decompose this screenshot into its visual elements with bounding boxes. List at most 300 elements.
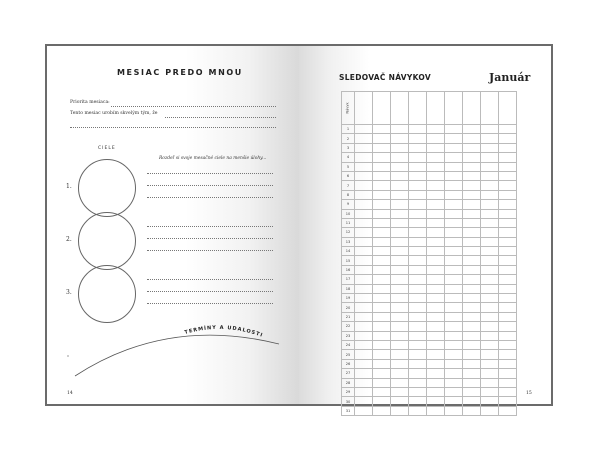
habit-check-cell[interactable] bbox=[391, 190, 409, 199]
habit-check-cell[interactable] bbox=[481, 200, 499, 209]
habit-check-cell[interactable] bbox=[355, 350, 373, 359]
habit-check-cell[interactable] bbox=[427, 162, 445, 171]
habit-check-cell[interactable] bbox=[427, 284, 445, 293]
habit-check-cell[interactable] bbox=[427, 369, 445, 378]
habit-name-cell[interactable] bbox=[391, 92, 409, 125]
habit-check-cell[interactable] bbox=[481, 359, 499, 368]
habit-check-cell[interactable] bbox=[463, 406, 481, 415]
habit-check-cell[interactable] bbox=[355, 369, 373, 378]
habit-check-cell[interactable] bbox=[481, 322, 499, 331]
habit-check-cell[interactable] bbox=[355, 181, 373, 190]
habit-check-cell[interactable] bbox=[445, 331, 463, 340]
habit-name-cell[interactable] bbox=[499, 92, 517, 125]
habit-name-cell[interactable] bbox=[355, 92, 373, 125]
habit-check-cell[interactable] bbox=[355, 153, 373, 162]
day-row bbox=[342, 171, 517, 180]
habit-check-cell[interactable] bbox=[499, 284, 517, 293]
habit-check-cell[interactable] bbox=[445, 218, 463, 227]
habit-check-cell[interactable] bbox=[391, 162, 409, 171]
habit-check-cell[interactable] bbox=[445, 397, 463, 406]
habit-check-cell[interactable] bbox=[373, 209, 391, 218]
habit-check-cell[interactable] bbox=[373, 200, 391, 209]
habit-check-cell[interactable] bbox=[373, 134, 391, 143]
habit-check-cell[interactable] bbox=[481, 247, 499, 256]
habit-check-cell[interactable] bbox=[409, 256, 427, 265]
habit-check-cell[interactable] bbox=[391, 369, 409, 378]
habit-check-cell[interactable] bbox=[499, 265, 517, 274]
habit-check-cell[interactable] bbox=[355, 340, 373, 349]
habit-check-cell[interactable] bbox=[355, 303, 373, 312]
habit-name-cell[interactable] bbox=[481, 92, 499, 125]
habit-check-cell[interactable] bbox=[445, 312, 463, 321]
habit-check-cell[interactable] bbox=[409, 397, 427, 406]
habit-check-cell[interactable] bbox=[355, 228, 373, 237]
habit-check-cell[interactable] bbox=[481, 303, 499, 312]
habit-check-cell[interactable] bbox=[391, 256, 409, 265]
habit-check-cell[interactable] bbox=[445, 294, 463, 303]
habit-name-cell[interactable] bbox=[373, 92, 391, 125]
habit-check-cell[interactable] bbox=[481, 171, 499, 180]
habit-check-cell[interactable] bbox=[499, 218, 517, 227]
day-row bbox=[342, 162, 517, 171]
habit-check-cell[interactable] bbox=[409, 171, 427, 180]
habit-check-cell[interactable] bbox=[427, 256, 445, 265]
habit-check-cell[interactable] bbox=[445, 350, 463, 359]
day-number: 7 bbox=[342, 181, 355, 190]
habit-check-cell[interactable] bbox=[445, 303, 463, 312]
habit-check-cell[interactable] bbox=[409, 134, 427, 143]
habit-check-cell[interactable] bbox=[499, 171, 517, 180]
habit-check-cell[interactable] bbox=[463, 209, 481, 218]
habit-check-cell[interactable] bbox=[373, 331, 391, 340]
habit-check-cell[interactable] bbox=[463, 350, 481, 359]
habit-check-cell[interactable] bbox=[427, 125, 445, 134]
habit-check-cell[interactable] bbox=[427, 378, 445, 387]
habit-check-cell[interactable] bbox=[481, 340, 499, 349]
habit-check-cell[interactable] bbox=[355, 190, 373, 199]
habit-check-cell[interactable] bbox=[409, 350, 427, 359]
habit-check-cell[interactable] bbox=[499, 340, 517, 349]
habit-check-cell[interactable] bbox=[391, 294, 409, 303]
habit-check-cell[interactable] bbox=[499, 237, 517, 246]
habit-check-cell[interactable] bbox=[445, 256, 463, 265]
habit-check-cell[interactable] bbox=[373, 143, 391, 152]
habit-check-cell[interactable] bbox=[445, 134, 463, 143]
habit-check-cell[interactable] bbox=[427, 218, 445, 227]
habit-check-cell[interactable] bbox=[481, 162, 499, 171]
habit-check-cell[interactable] bbox=[463, 312, 481, 321]
habit-check-cell[interactable] bbox=[499, 350, 517, 359]
habit-check-cell[interactable] bbox=[391, 331, 409, 340]
habit-check-cell[interactable] bbox=[373, 256, 391, 265]
habit-check-cell[interactable] bbox=[481, 406, 499, 415]
goals-note: Rozdeľ si svoje mesačné ciele na menšie úlohy... bbox=[159, 156, 267, 161]
habit-check-cell[interactable] bbox=[463, 359, 481, 368]
habit-check-cell[interactable] bbox=[481, 294, 499, 303]
habit-check-cell[interactable] bbox=[499, 228, 517, 237]
habit-check-cell[interactable] bbox=[445, 153, 463, 162]
habit-check-cell[interactable] bbox=[463, 143, 481, 152]
habit-check-cell[interactable] bbox=[391, 153, 409, 162]
habit-check-cell[interactable] bbox=[481, 350, 499, 359]
habit-check-cell[interactable] bbox=[463, 265, 481, 274]
habit-check-cell[interactable] bbox=[481, 397, 499, 406]
habit-check-cell[interactable] bbox=[463, 237, 481, 246]
day-number: 1 bbox=[342, 125, 355, 134]
habit-check-cell[interactable] bbox=[391, 387, 409, 396]
habit-check-cell[interactable] bbox=[463, 369, 481, 378]
habit-check-cell[interactable] bbox=[499, 275, 517, 284]
habit-check-cell[interactable] bbox=[373, 378, 391, 387]
habit-check-cell[interactable] bbox=[427, 331, 445, 340]
habit-check-cell[interactable] bbox=[373, 294, 391, 303]
habit-check-cell[interactable] bbox=[409, 369, 427, 378]
habit-check-cell[interactable] bbox=[409, 237, 427, 246]
habit-check-cell[interactable] bbox=[481, 369, 499, 378]
habit-check-cell[interactable] bbox=[463, 284, 481, 293]
habit-check-cell[interactable] bbox=[445, 322, 463, 331]
habit-check-cell[interactable] bbox=[427, 228, 445, 237]
habit-check-cell[interactable] bbox=[481, 228, 499, 237]
habit-check-cell[interactable] bbox=[427, 359, 445, 368]
habit-name-cell[interactable] bbox=[409, 92, 427, 125]
habit-check-cell[interactable] bbox=[391, 134, 409, 143]
habit-check-cell[interactable] bbox=[373, 171, 391, 180]
habit-check-cell[interactable] bbox=[355, 294, 373, 303]
habit-check-cell[interactable] bbox=[445, 228, 463, 237]
habit-check-cell[interactable] bbox=[463, 190, 481, 199]
habit-check-cell[interactable] bbox=[481, 275, 499, 284]
habit-check-cell[interactable] bbox=[409, 331, 427, 340]
habit-check-cell[interactable] bbox=[445, 237, 463, 246]
habit-check-cell[interactable] bbox=[355, 218, 373, 227]
habit-check-cell[interactable] bbox=[499, 378, 517, 387]
habit-check-cell[interactable] bbox=[445, 200, 463, 209]
habit-check-cell[interactable] bbox=[499, 312, 517, 321]
habit-check-cell[interactable] bbox=[409, 162, 427, 171]
habit-check-cell[interactable] bbox=[391, 275, 409, 284]
habit-check-cell[interactable] bbox=[427, 247, 445, 256]
habit-check-cell[interactable] bbox=[463, 181, 481, 190]
habit-check-cell[interactable] bbox=[373, 350, 391, 359]
habit-check-cell[interactable] bbox=[481, 312, 499, 321]
habit-check-cell[interactable] bbox=[373, 218, 391, 227]
habit-check-cell[interactable] bbox=[355, 162, 373, 171]
habit-check-cell[interactable] bbox=[445, 162, 463, 171]
habit-check-cell[interactable] bbox=[499, 294, 517, 303]
habit-check-cell[interactable] bbox=[373, 237, 391, 246]
habit-check-cell[interactable] bbox=[409, 125, 427, 134]
habit-check-cell[interactable] bbox=[355, 143, 373, 152]
habit-check-cell[interactable] bbox=[481, 218, 499, 227]
day-number: 14 bbox=[342, 247, 355, 256]
habit-check-cell[interactable] bbox=[355, 387, 373, 396]
habit-check-cell[interactable] bbox=[445, 181, 463, 190]
habit-check-cell[interactable] bbox=[499, 181, 517, 190]
habit-check-cell[interactable] bbox=[481, 134, 499, 143]
habit-check-cell[interactable] bbox=[427, 275, 445, 284]
habit-check-cell[interactable] bbox=[373, 322, 391, 331]
habit-check-cell[interactable] bbox=[499, 247, 517, 256]
habit-check-cell[interactable] bbox=[463, 256, 481, 265]
habit-check-cell[interactable] bbox=[409, 218, 427, 227]
habit-check-cell[interactable] bbox=[355, 237, 373, 246]
habit-check-cell[interactable] bbox=[463, 322, 481, 331]
habit-check-cell[interactable] bbox=[499, 153, 517, 162]
habit-check-cell[interactable] bbox=[427, 322, 445, 331]
habit-name-cell[interactable] bbox=[463, 92, 481, 125]
habit-check-cell[interactable] bbox=[373, 340, 391, 349]
habit-check-cell[interactable] bbox=[427, 200, 445, 209]
habit-check-cell[interactable] bbox=[373, 153, 391, 162]
habit-check-cell[interactable] bbox=[409, 247, 427, 256]
habit-check-cell[interactable] bbox=[355, 331, 373, 340]
habit-check-cell[interactable] bbox=[499, 200, 517, 209]
habit-check-cell[interactable] bbox=[355, 378, 373, 387]
habit-check-cell[interactable] bbox=[463, 162, 481, 171]
day-number: 24 bbox=[342, 340, 355, 349]
habit-check-cell[interactable] bbox=[391, 340, 409, 349]
habit-check-cell[interactable] bbox=[499, 209, 517, 218]
habit-check-cell[interactable] bbox=[463, 200, 481, 209]
habit-check-cell[interactable] bbox=[355, 312, 373, 321]
habit-check-cell[interactable] bbox=[481, 237, 499, 246]
habit-check-cell[interactable] bbox=[391, 209, 409, 218]
habit-check-cell[interactable] bbox=[409, 275, 427, 284]
habit-check-cell[interactable] bbox=[427, 134, 445, 143]
habit-check-cell[interactable] bbox=[373, 303, 391, 312]
habit-check-cell[interactable] bbox=[481, 265, 499, 274]
habit-check-cell[interactable] bbox=[409, 312, 427, 321]
habit-check-cell[interactable] bbox=[409, 303, 427, 312]
habit-check-cell[interactable] bbox=[373, 369, 391, 378]
habit-check-cell[interactable] bbox=[427, 171, 445, 180]
habit-check-cell[interactable] bbox=[463, 228, 481, 237]
habit-check-cell[interactable] bbox=[409, 190, 427, 199]
habit-check-cell[interactable] bbox=[355, 171, 373, 180]
habit-check-cell[interactable] bbox=[409, 359, 427, 368]
habit-check-cell[interactable] bbox=[373, 397, 391, 406]
habit-check-cell[interactable] bbox=[391, 125, 409, 134]
habit-check-cell[interactable] bbox=[391, 284, 409, 293]
habit-check-cell[interactable] bbox=[445, 190, 463, 199]
habit-check-cell[interactable] bbox=[499, 143, 517, 152]
day-number: 28 bbox=[342, 378, 355, 387]
habit-check-cell[interactable] bbox=[499, 322, 517, 331]
habit-check-cell[interactable] bbox=[445, 359, 463, 368]
habit-check-cell[interactable] bbox=[481, 125, 499, 134]
habit-check-cell[interactable] bbox=[427, 312, 445, 321]
habit-check-cell[interactable] bbox=[481, 387, 499, 396]
habit-check-cell[interactable] bbox=[355, 397, 373, 406]
habit-check-cell[interactable] bbox=[463, 294, 481, 303]
habit-check-cell[interactable] bbox=[427, 350, 445, 359]
habit-check-cell[interactable] bbox=[463, 378, 481, 387]
habit-check-cell[interactable] bbox=[499, 406, 517, 415]
habit-check-cell[interactable] bbox=[409, 322, 427, 331]
habit-check-cell[interactable] bbox=[409, 387, 427, 396]
habit-check-cell[interactable] bbox=[373, 284, 391, 293]
habit-check-cell[interactable] bbox=[355, 134, 373, 143]
habit-check-cell[interactable] bbox=[445, 406, 463, 415]
habit-check-cell[interactable] bbox=[463, 397, 481, 406]
habit-check-cell[interactable] bbox=[463, 247, 481, 256]
habit-check-cell[interactable] bbox=[499, 190, 517, 199]
habit-check-cell[interactable] bbox=[427, 303, 445, 312]
day-number: 10 bbox=[342, 209, 355, 218]
habit-check-cell[interactable] bbox=[481, 256, 499, 265]
habit-check-cell[interactable] bbox=[481, 378, 499, 387]
habit-check-cell[interactable] bbox=[391, 350, 409, 359]
habit-check-cell[interactable] bbox=[445, 340, 463, 349]
habit-check-cell[interactable] bbox=[355, 247, 373, 256]
habit-check-cell[interactable] bbox=[427, 153, 445, 162]
habit-name-cell[interactable] bbox=[427, 92, 445, 125]
habit-check-cell[interactable] bbox=[481, 143, 499, 152]
habit-check-cell[interactable] bbox=[499, 256, 517, 265]
habit-check-cell[interactable] bbox=[409, 153, 427, 162]
habit-check-cell[interactable] bbox=[481, 331, 499, 340]
habit-check-cell[interactable] bbox=[391, 359, 409, 368]
day-row bbox=[342, 153, 517, 162]
habit-check-cell[interactable] bbox=[463, 134, 481, 143]
habit-check-cell[interactable] bbox=[373, 312, 391, 321]
habit-check-cell[interactable] bbox=[445, 125, 463, 134]
habit-check-cell[interactable] bbox=[373, 359, 391, 368]
habit-check-cell[interactable] bbox=[463, 171, 481, 180]
habit-check-cell[interactable] bbox=[463, 125, 481, 134]
habit-check-cell[interactable] bbox=[355, 284, 373, 293]
habit-check-cell[interactable] bbox=[445, 171, 463, 180]
habit-check-cell[interactable] bbox=[499, 125, 517, 134]
habit-check-cell[interactable] bbox=[391, 218, 409, 227]
habit-check-cell[interactable] bbox=[427, 340, 445, 349]
habit-check-cell[interactable] bbox=[409, 284, 427, 293]
habit-check-cell[interactable] bbox=[355, 265, 373, 274]
habit-check-cell[interactable] bbox=[391, 228, 409, 237]
habit-check-cell[interactable] bbox=[373, 265, 391, 274]
habit-check-cell[interactable] bbox=[391, 143, 409, 152]
habit-check-cell[interactable] bbox=[409, 294, 427, 303]
habit-check-cell[interactable] bbox=[355, 200, 373, 209]
habit-check-cell[interactable] bbox=[409, 143, 427, 152]
habit-check-cell[interactable] bbox=[445, 275, 463, 284]
habit-check-cell[interactable] bbox=[373, 406, 391, 415]
habit-check-cell[interactable] bbox=[427, 265, 445, 274]
habit-check-cell[interactable] bbox=[463, 331, 481, 340]
habit-check-cell[interactable] bbox=[391, 303, 409, 312]
habit-check-cell[interactable] bbox=[373, 162, 391, 171]
habit-check-cell[interactable] bbox=[427, 209, 445, 218]
habit-check-cell[interactable] bbox=[391, 378, 409, 387]
habit-check-cell[interactable] bbox=[409, 378, 427, 387]
habit-check-cell[interactable] bbox=[481, 284, 499, 293]
habit-check-cell[interactable] bbox=[391, 200, 409, 209]
habit-check-cell[interactable] bbox=[445, 284, 463, 293]
habit-tracker-title: SLEDOVAČ NÁVYKOV bbox=[339, 73, 431, 82]
habit-check-cell[interactable] bbox=[391, 237, 409, 246]
habit-check-cell[interactable] bbox=[463, 153, 481, 162]
habit-check-cell[interactable] bbox=[355, 256, 373, 265]
habit-check-cell[interactable] bbox=[355, 359, 373, 368]
habit-check-cell[interactable] bbox=[499, 369, 517, 378]
habit-check-cell[interactable] bbox=[373, 190, 391, 199]
habit-check-cell[interactable] bbox=[427, 190, 445, 199]
habit-check-cell[interactable] bbox=[445, 209, 463, 218]
habit-check-cell[interactable] bbox=[373, 181, 391, 190]
habit-check-cell[interactable] bbox=[409, 340, 427, 349]
habit-check-cell[interactable] bbox=[499, 303, 517, 312]
habit-check-cell[interactable] bbox=[499, 397, 517, 406]
habit-check-cell[interactable] bbox=[445, 247, 463, 256]
habit-check-cell[interactable] bbox=[355, 275, 373, 284]
habit-check-cell[interactable] bbox=[391, 247, 409, 256]
habit-check-cell[interactable] bbox=[355, 125, 373, 134]
habit-check-cell[interactable] bbox=[409, 209, 427, 218]
habit-check-cell[interactable] bbox=[499, 162, 517, 171]
habit-check-cell[interactable] bbox=[445, 378, 463, 387]
habit-check-cell[interactable] bbox=[427, 294, 445, 303]
habit-check-cell[interactable] bbox=[391, 406, 409, 415]
habit-check-cell[interactable] bbox=[445, 143, 463, 152]
habit-check-cell[interactable] bbox=[499, 387, 517, 396]
day-number: 30 bbox=[342, 397, 355, 406]
habit-check-cell[interactable] bbox=[463, 387, 481, 396]
habit-check-cell[interactable] bbox=[499, 359, 517, 368]
habit-check-cell[interactable] bbox=[481, 190, 499, 199]
habit-name-cell[interactable] bbox=[445, 92, 463, 125]
habit-check-cell[interactable] bbox=[481, 181, 499, 190]
habit-check-cell[interactable] bbox=[409, 181, 427, 190]
habit-check-cell[interactable] bbox=[391, 322, 409, 331]
habit-check-cell[interactable] bbox=[499, 134, 517, 143]
habit-check-cell[interactable] bbox=[373, 125, 391, 134]
habit-check-cell[interactable] bbox=[427, 237, 445, 246]
habit-check-cell[interactable] bbox=[409, 200, 427, 209]
habit-check-cell[interactable] bbox=[355, 209, 373, 218]
habit-check-cell[interactable] bbox=[409, 406, 427, 415]
habit-check-cell[interactable] bbox=[427, 406, 445, 415]
habit-check-cell[interactable] bbox=[463, 218, 481, 227]
habit-check-cell[interactable] bbox=[463, 340, 481, 349]
habit-check-cell[interactable] bbox=[409, 228, 427, 237]
habit-check-cell[interactable] bbox=[427, 397, 445, 406]
habit-check-cell[interactable] bbox=[373, 387, 391, 396]
habit-check-cell[interactable] bbox=[445, 265, 463, 274]
habit-check-cell[interactable] bbox=[427, 181, 445, 190]
habit-check-cell[interactable] bbox=[391, 312, 409, 321]
habit-check-cell[interactable] bbox=[427, 143, 445, 152]
habit-check-cell[interactable] bbox=[427, 387, 445, 396]
habit-check-cell[interactable] bbox=[499, 331, 517, 340]
habit-check-cell[interactable] bbox=[373, 228, 391, 237]
habit-check-cell[interactable] bbox=[481, 153, 499, 162]
habit-check-cell[interactable] bbox=[463, 275, 481, 284]
habit-check-cell[interactable] bbox=[481, 209, 499, 218]
habit-check-cell[interactable] bbox=[391, 181, 409, 190]
habit-check-cell[interactable] bbox=[355, 406, 373, 415]
habit-check-cell[interactable] bbox=[463, 303, 481, 312]
habit-check-cell[interactable] bbox=[355, 322, 373, 331]
habit-check-cell[interactable] bbox=[391, 171, 409, 180]
habit-check-cell[interactable] bbox=[409, 265, 427, 274]
habit-check-cell[interactable] bbox=[391, 265, 409, 274]
habit-check-cell[interactable] bbox=[373, 247, 391, 256]
habit-check-cell[interactable] bbox=[373, 275, 391, 284]
habit-check-cell[interactable] bbox=[391, 397, 409, 406]
habit-check-cell[interactable] bbox=[445, 387, 463, 396]
habit-check-cell[interactable] bbox=[445, 369, 463, 378]
